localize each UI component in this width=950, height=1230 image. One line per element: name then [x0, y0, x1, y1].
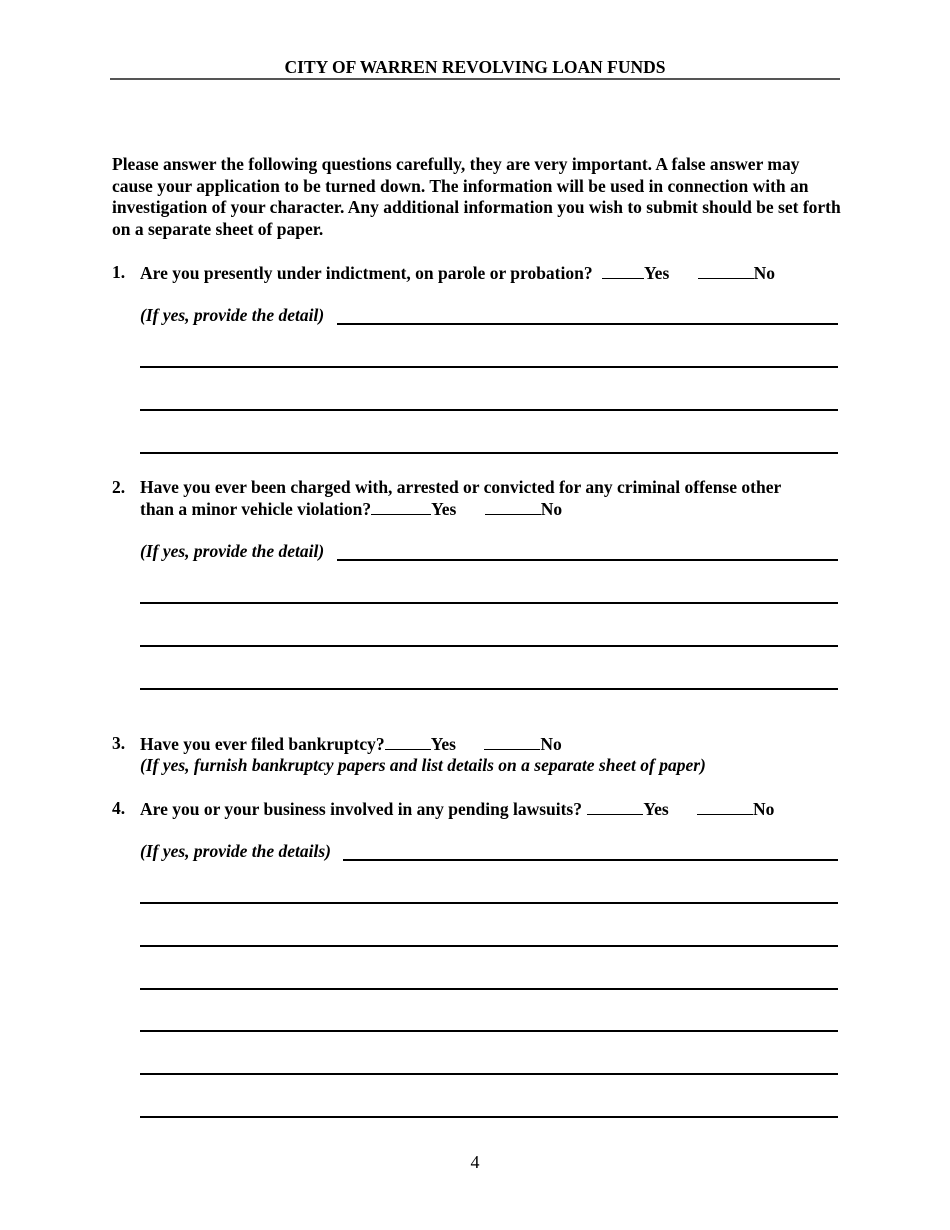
answer-line[interactable]: [140, 1116, 838, 1118]
answer-line[interactable]: [140, 645, 838, 647]
yes-label: Yes: [430, 734, 456, 754]
detail-answer-line[interactable]: [343, 859, 838, 861]
yes-answer-blank[interactable]: [385, 733, 431, 750]
answer-line[interactable]: [140, 409, 838, 411]
answer-line[interactable]: [140, 1073, 838, 1075]
detail-label: (If yes, provide the detail): [140, 541, 325, 561]
page-title: CITY OF WARREN REVOLVING LOAN FUNDS: [284, 57, 666, 77]
answer-line[interactable]: [140, 366, 838, 368]
question-number: 4.: [112, 798, 126, 818]
question-text-line-2: than a minor vehicle violation?: [140, 499, 372, 519]
answer-line[interactable]: [140, 602, 838, 604]
question-2-continued: [140, 498, 562, 520]
yes-label: Yes: [431, 499, 457, 519]
answer-line[interactable]: [140, 688, 838, 690]
instructions-paragraph: Please answer the following questions carefully, they are very important. A false answer may cause your application to be turned down. The information will be used in connection with an investigation of your character. Any additional information you wish to submit should be set forth on a separate sheet of paper.: [112, 154, 841, 239]
question-text-line-1: Have you ever been charged with, arrested or convicted for any criminal offense other: [140, 477, 782, 497]
question-number: 1.: [112, 262, 126, 282]
no-label: No: [753, 799, 775, 819]
question-text: Are you presently under indictment, on parole or probation?: [140, 263, 593, 283]
answer-line[interactable]: [140, 902, 838, 904]
answer-line[interactable]: [140, 945, 838, 947]
question-number: 3.: [112, 733, 126, 753]
detail-label: (If yes, provide the detail): [140, 305, 325, 325]
yes-answer-blank[interactable]: [602, 262, 644, 279]
page-number: 4: [470, 1152, 480, 1172]
no-answer-blank[interactable]: [485, 498, 541, 515]
no-label: No: [540, 734, 562, 754]
answer-line[interactable]: [140, 452, 838, 454]
detail-answer-line[interactable]: [337, 323, 838, 325]
bankruptcy-note: (If yes, furnish bankruptcy papers and list details on a separate sheet of paper): [140, 755, 706, 775]
detail-label: (If yes, provide the details): [140, 841, 331, 861]
yes-label: Yes: [643, 799, 669, 819]
header-divider: [110, 78, 840, 80]
yes-answer-blank[interactable]: [371, 498, 431, 515]
detail-answer-line[interactable]: [337, 559, 838, 561]
question-number: 2.: [112, 477, 126, 497]
question-text: Are you or your business involved in any pending lawsuits?: [140, 799, 582, 819]
no-label: No: [540, 499, 563, 519]
yes-label: Yes: [643, 263, 670, 283]
no-answer-blank[interactable]: [697, 798, 753, 815]
answer-line[interactable]: [140, 1030, 838, 1032]
yes-answer-blank[interactable]: [587, 798, 643, 815]
question-text: Have you ever filed bankruptcy?: [140, 734, 385, 754]
answer-line[interactable]: [140, 988, 838, 990]
no-answer-blank[interactable]: [484, 733, 540, 750]
no-label: No: [753, 263, 776, 283]
no-answer-blank[interactable]: [698, 262, 754, 279]
